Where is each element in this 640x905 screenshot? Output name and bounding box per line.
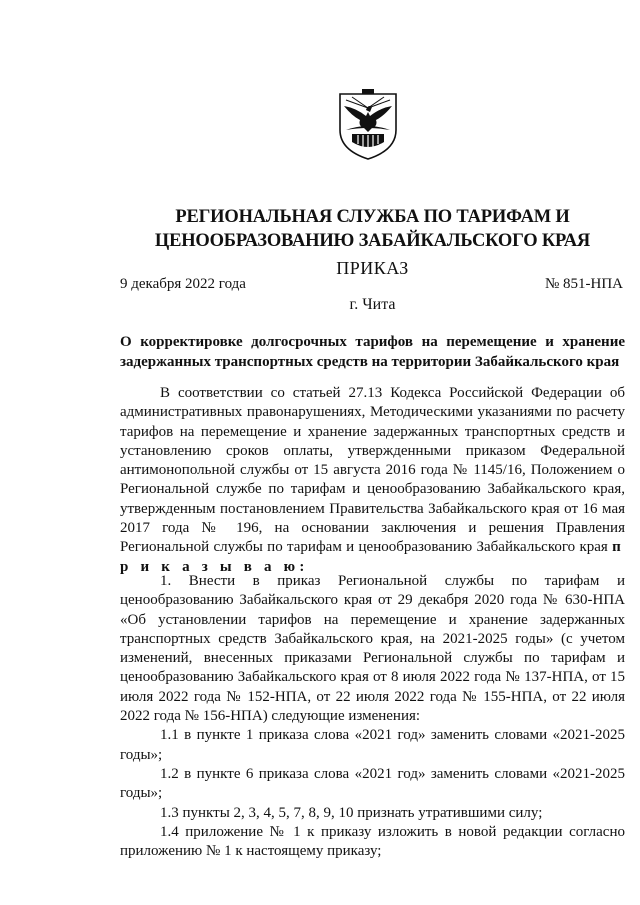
document-city: г. Чита bbox=[349, 296, 396, 313]
zabaykalsky-coat-of-arms-icon bbox=[332, 86, 404, 162]
preamble-text: В соответствии со статьей 27.13 Кодекса Российской Федерации об административных правонарушениях, Методическими указаниями по расчету тарифов на перемещение и хранение задержанных транспортных средств и установлению сроков оплаты, утвержденными приказом Федеральной антимонопольной службы от 15 августа 2016 года № 1145/16, Положением о Региональной службе по тарифам и ценообразованию Забайкальского края, утвержденным постановлением Правительства Забайкальского края от 16 мая 2017 года № 196, на основании заключения и решения Правления Региональной службы по тарифам и ценообразованию Забайкальского края bbox=[120, 385, 625, 556]
preamble-paragraph bbox=[120, 384, 625, 577]
organization-name-line2: ЦЕНООБРАЗОВАНИЮ ЗАБАЙКАЛЬСКОГО КРАЯ bbox=[154, 231, 591, 251]
order-item-1-1: 1.1 в пункте 1 приказа слова «2021 год» заменить словами «2021-2025 годы»; bbox=[120, 727, 625, 763]
order-item-1: 1. Внести в приказ Региональной службы по тарифам и ценообразованию Забайкальского края от 29 декабря 2020 года № 630-НПА «Об установлении тарифов на перемещение и хранение задержанных транспортных средств Забайкальского края, на 2021-2025 годы» (с учетом изменений, внесенных приказами Региональной службы по тарифам и ценообразованию Забайкальского края от 8 июля 2022 года № 137-НПА, от 15 июля 2022 года № 152-НПА, от 22 июля 2022 года № 155-НПА, от 22 июля 2022 года № 156-НПА) следующие изменения: bbox=[120, 573, 625, 725]
organization-name-line1: РЕГИОНАЛЬНАЯ СЛУЖБА ПО ТАРИФАМ И bbox=[175, 207, 570, 227]
document-type: ПРИКАЗ bbox=[336, 258, 409, 278]
document-date: 9 декабря 2022 года bbox=[120, 276, 246, 292]
order-item-1-3: 1.3 пункты 2, 3, 4, 5, 7, 8, 9, 10 признать утратившими силу; bbox=[160, 804, 543, 821]
order-item-1-2: 1.2 в пункте 6 приказа слова «2021 год» заменить словами «2021-2025 годы»; bbox=[120, 765, 625, 802]
preamble bbox=[120, 384, 625, 577]
order-items bbox=[120, 572, 625, 861]
document-subject: О корректировке долгосрочных тарифов на перемещение и хранение задержанных транспортных средств на территории Забайкальского края bbox=[120, 334, 625, 370]
document-number: № 851-НПА bbox=[544, 276, 623, 292]
order-item-1-4: 1.4 приложение № 1 к приказу изложить в новой редакции согласно приложению № 1 к настоящему приказу; bbox=[120, 823, 625, 860]
order-keyword: п р и к а з ы в а ю: bbox=[120, 539, 626, 575]
